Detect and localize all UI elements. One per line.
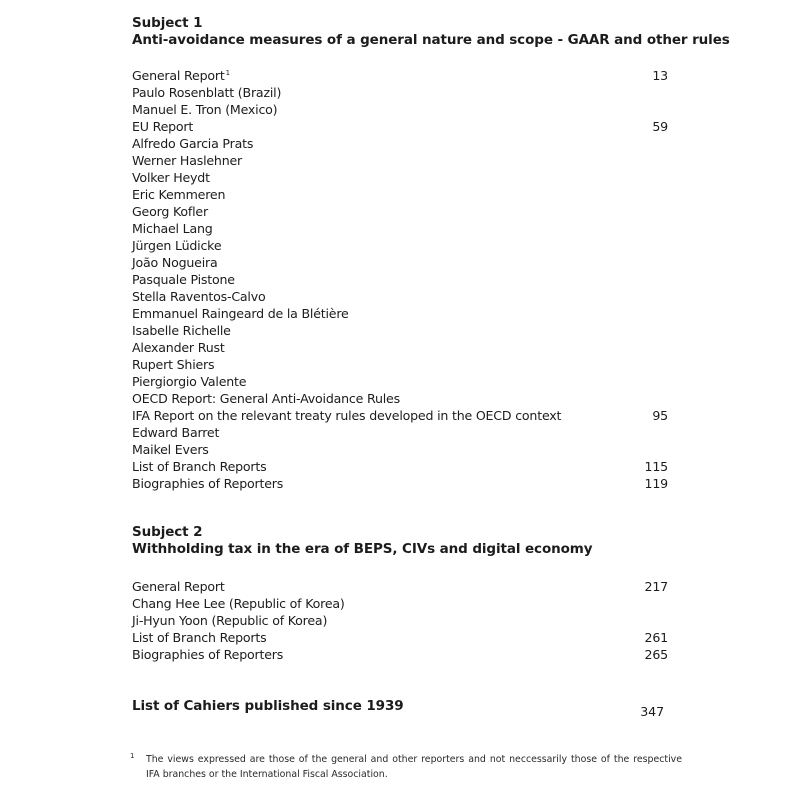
entry-page-number: 13: [652, 68, 668, 83]
entry-page-number: 59: [652, 119, 668, 134]
subject-2-toc-entry: [132, 612, 668, 629]
subject-1-toc-entry: [132, 424, 668, 441]
cahiers-label: List of Cahiers published since 1939: [132, 698, 404, 714]
subject-1-toc-entry: [132, 118, 668, 135]
subject-2-label: Subject 2: [132, 524, 203, 540]
entry-label: EU Report: [132, 119, 194, 134]
subject-1-toc-entry: [132, 288, 668, 305]
entry-label: Alexander Rust: [132, 340, 225, 355]
subject-1-toc-entry: [132, 305, 668, 322]
entry-page-number: 261: [644, 630, 668, 645]
subject-2-toc-entry: [132, 595, 668, 612]
entry-label: List of Branch Reports: [132, 630, 267, 645]
subject-1-toc-entry: [132, 254, 668, 271]
subject-1-toc-entry: [132, 339, 668, 356]
subject-1-toc-entry: [132, 322, 668, 339]
entry-label: Manuel E. Tron (Mexico): [132, 102, 278, 117]
entry-label: Piergiorgio Valente: [132, 374, 247, 389]
entry-label: Biographies of Reporters: [132, 647, 284, 662]
subject-1-title: Anti-avoidance measures of a general nature and scope - GAAR and other rules: [132, 32, 730, 48]
subject-1-toc-entry: [132, 152, 668, 169]
subject-2-heading: [132, 524, 592, 558]
subject-1-toc-entry: [132, 203, 668, 220]
footnote-reference: 1: [225, 68, 230, 77]
entry-label: Michael Lang: [132, 221, 213, 236]
entry-label: General Report: [132, 579, 225, 594]
subject-1-toc-entry: [132, 441, 668, 458]
subject-1-toc-entry: [132, 475, 668, 492]
subject-1-toc-entry: [132, 458, 668, 475]
entry-label: Eric Kemmeren: [132, 187, 226, 202]
subject-1-toc-entry: [132, 271, 668, 288]
subject-1-contents: [132, 67, 668, 492]
entry-label: Volker Heydt: [132, 170, 210, 185]
entry-label: Georg Kofler: [132, 204, 208, 219]
entry-page-number: 265: [644, 647, 668, 662]
entry-label: Biographies of Reporters: [132, 476, 284, 491]
subject-1-toc-entry: [132, 101, 668, 118]
entry-page-number: 217: [644, 579, 668, 594]
subject-1-toc-entry: [132, 220, 668, 237]
subject-1-heading: [132, 15, 730, 49]
entry-label: Edward Barret: [132, 425, 220, 440]
footnote: [130, 752, 682, 782]
subject-1-toc-entry: [132, 169, 668, 186]
entry-label: Chang Hee Lee (Republic of Korea): [132, 596, 345, 611]
subject-1-toc-entry: [132, 407, 668, 424]
entry-page-number: 95: [652, 408, 668, 423]
subject-2-toc-entry: [132, 578, 668, 595]
subject-1-label: Subject 1: [132, 15, 203, 31]
entry-label: Emmanuel Raingeard de la Blétière: [132, 306, 349, 321]
entry-label: Maikel Evers: [132, 442, 209, 457]
cahiers-list-entry: [132, 697, 664, 719]
entry-label: Jürgen Lüdicke: [132, 238, 222, 253]
entry-label: Rupert Shiers: [132, 357, 215, 372]
subject-2-title: Withholding tax in the era of BEPS, CIVs and digital economy: [132, 541, 593, 557]
entry-label: Isabelle Richelle: [132, 323, 231, 338]
subject-1-toc-entry: [132, 390, 668, 407]
subject-1-toc-entry: [132, 84, 668, 101]
entry-label: IFA Report on the relevant treaty rules developed in the OECD context: [132, 408, 562, 423]
subject-1-toc-entry: [132, 135, 668, 152]
entry-label: Ji-Hyun Yoon (Republic of Korea): [132, 613, 328, 628]
subject-1-toc-entry: [132, 67, 668, 84]
entry-label: Stella Raventos-Calvo: [132, 289, 266, 304]
entry-label: João Nogueira: [132, 255, 218, 270]
entry-label: OECD Report: General Anti-Avoidance Rules: [132, 391, 400, 406]
entry-label: Pasquale Pistone: [132, 272, 235, 287]
subject-1-toc-entry: [132, 186, 668, 203]
entry-label: General Report: [132, 68, 225, 83]
subject-1-toc-entry: [132, 356, 668, 373]
entry-page-number: 119: [644, 476, 668, 491]
entry-label: Alfredo Garcia Prats: [132, 136, 254, 151]
footnote-mark: 1: [130, 752, 135, 760]
entry-label: Werner Haslehner: [132, 153, 243, 168]
subject-2-toc-entry: [132, 646, 668, 663]
entry-label: Paulo Rosenblatt (Brazil): [132, 85, 282, 100]
cahiers-page-number: 347: [640, 704, 664, 719]
subject-2-contents: [132, 578, 668, 663]
entry-page-number: 115: [644, 459, 668, 474]
footnote-text: The views expressed are those of the general and other reporters and not neccessarily those of the respective IFA branches or the International Fiscal Association.: [146, 754, 682, 780]
entry-label: List of Branch Reports: [132, 459, 267, 474]
subject-1-toc-entry: [132, 373, 668, 390]
subject-1-toc-entry: [132, 237, 668, 254]
subject-2-toc-entry: [132, 629, 668, 646]
